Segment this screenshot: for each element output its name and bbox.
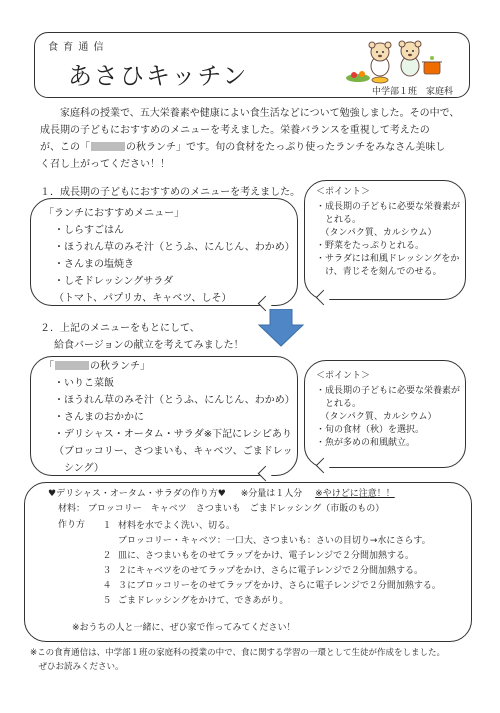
- caution-note: ※やけどに注意！！: [315, 489, 395, 499]
- newsletter-title: あさひキッチン: [68, 62, 249, 90]
- step-text: 皿に、さつまいもをのせてラップをかけ、電子レンジで２分間加熱する。: [118, 551, 415, 561]
- step-number: ４: [102, 581, 112, 591]
- intro-line-1: 家庭科の授業で、五大栄養素や健康によい食生活などについて勉強しました。その中で、: [60, 108, 460, 119]
- recipe-step: [100, 549, 441, 564]
- section1-point-item: け、青じそを刻んでのせる。: [316, 267, 442, 277]
- intro-paragraph: [40, 105, 470, 173]
- recipe-step: [100, 519, 441, 534]
- section1-point-item: ・サラダには和風ドレッシングをか: [316, 254, 460, 264]
- step-number: ５: [102, 596, 112, 606]
- step-text: ごまドレッシングをかけて、できあがり。: [118, 596, 289, 606]
- step-number: [100, 534, 114, 549]
- section1-menu-item: ・さんまの塩焼き: [54, 259, 134, 270]
- cooking-bears-illustration: [344, 36, 444, 86]
- footer-line-1: ※この食育通信は、中学部１班の家庭科の授業の中で、食に関する学習の一環として生徒が作成をしました。: [30, 648, 445, 658]
- section2-heading-line1: ２．上記のメニューをもとにして、: [40, 323, 200, 334]
- recipe-step: [100, 564, 441, 579]
- section2-point-item: とれる。: [316, 399, 362, 409]
- materials-list: ブロッコリー キャベツ さつまいも ごまドレッシング（市販のもの）: [87, 504, 385, 514]
- recipe-step: [100, 534, 441, 549]
- recipe-closing: ※おうちの人と一緒に、ぜひ家で作ってみてください！: [72, 623, 296, 633]
- section2-menu-item: ・ほうれん草のみそ汁（とうふ、にんじん、わかめ）: [54, 395, 295, 406]
- section1-menu-title: 「ランチにおすすめメニュー」: [44, 208, 185, 219]
- section2-menu-title-end: の秋ランチ」: [90, 361, 150, 372]
- section2-menu-item: ・さんまのおかかに: [54, 412, 144, 423]
- recipe-step: [100, 579, 441, 594]
- section2-menu-title-start: 「: [44, 361, 54, 372]
- section1-menu-item: （トマト、パプリカ、キャベツ、しそ）: [54, 293, 232, 304]
- section2-point-item: ・旬の食材（秋）を選択。: [316, 425, 425, 435]
- section1-point-item: ・野菜をたっぷりとれる。: [316, 241, 425, 251]
- section1-menu-item: ・しらすごはん: [54, 225, 124, 236]
- section1-menu-item: ・しそドレッシングサラダ: [54, 276, 174, 287]
- step-number: ２: [102, 551, 112, 561]
- section1-point-item: とれる。: [316, 215, 362, 225]
- step-text: 材料を水でよく洗い、切る。: [118, 521, 236, 531]
- intro-line-4: く召し上がってください！！: [40, 159, 170, 170]
- redacted-school-name: [55, 361, 89, 370]
- step-text: ブロッコリー・キャベツ：一口大、さつまいも：さいの目切り→水にさらす。: [118, 536, 431, 546]
- section2-heading: [40, 320, 244, 354]
- redacted-school-name: [91, 142, 125, 151]
- step-number: １: [102, 521, 112, 531]
- section2-point-item: ・成長期の子どもに必要な栄養素が: [316, 386, 461, 396]
- section1-menu-item: ・ほうれん草のみそ汁（とうふ、にんじん、わかめ）: [54, 242, 295, 253]
- section1-point-item: （タンパク質、カルシウム）: [316, 228, 437, 238]
- intro-line-3-end: の秋ランチ」です。旬の食材をたっぷり使ったランチをみなさん美味し: [126, 142, 446, 153]
- section2-points: [316, 370, 460, 450]
- section2-heading-line2: 給食バージョンの献立を考えてみました！: [54, 340, 244, 351]
- section1-point-title: ＜ポイント＞: [316, 187, 371, 197]
- section1-point-item: ・成長期の子どもに必要な栄養素が: [316, 202, 461, 212]
- step-number: ３: [102, 566, 112, 576]
- section2-menu-item: ・デリシャス・オータム・サラダ※下記にレシピあり: [54, 429, 292, 440]
- recipe-title-row: [48, 488, 395, 501]
- intro-line-3-start: が、この「: [40, 142, 90, 153]
- materials-label: 材料：: [58, 504, 86, 514]
- section1-menu-list: [44, 205, 295, 307]
- recipe-steps: [100, 519, 441, 609]
- materials-row: [58, 503, 384, 516]
- section1-points: [316, 186, 460, 279]
- section2-menu-item: シング）: [54, 463, 104, 474]
- newsletter-label: 食 育 通 信: [48, 42, 105, 53]
- recipe-title: ♥デリシャス・オータム・サラダの作り方♥: [48, 489, 226, 499]
- section2-point-item: （タンパク質、カルシウム）: [316, 412, 437, 422]
- footer-note: [30, 646, 445, 674]
- section1-heading: １．成長期の子どもにおすすめのメニューを考えました。: [40, 187, 301, 198]
- section2-menu-title: [44, 358, 295, 375]
- serving-note: ※分量は１人分: [240, 489, 303, 499]
- intro-line-3: [40, 139, 470, 156]
- section2-menu-item: ・いりこ菜飯: [54, 378, 114, 389]
- section2-point-item: ・魚が多めの和風献立。: [316, 438, 416, 448]
- intro-line-2: 成長期の子どもにおすすめのメニューを考えました。栄養バランスを重視して考えたの: [40, 125, 430, 136]
- class-info: 中学部１班 家庭科: [372, 87, 454, 97]
- recipe-step: [100, 594, 441, 609]
- section2-menu-list: [44, 358, 295, 477]
- method-label: 作り方: [58, 520, 86, 530]
- footer-line-2: ぜひお読みください。: [30, 662, 124, 672]
- step-text: ３にブロッコリーをのせてラップをかけ、さらに電子レンジで２分間加熱する。: [118, 581, 441, 591]
- step-text: ２にキャベツをのせてラップをかけ、さらに電子レンジで２分間加熱する。: [118, 566, 424, 576]
- section2-point-title: ＜ポイント＞: [316, 371, 371, 381]
- down-arrow-icon: [258, 309, 304, 347]
- section2-menu-item: （ブロッコリー、さつまいも、キャベツ、ごまドレッ: [54, 446, 293, 457]
